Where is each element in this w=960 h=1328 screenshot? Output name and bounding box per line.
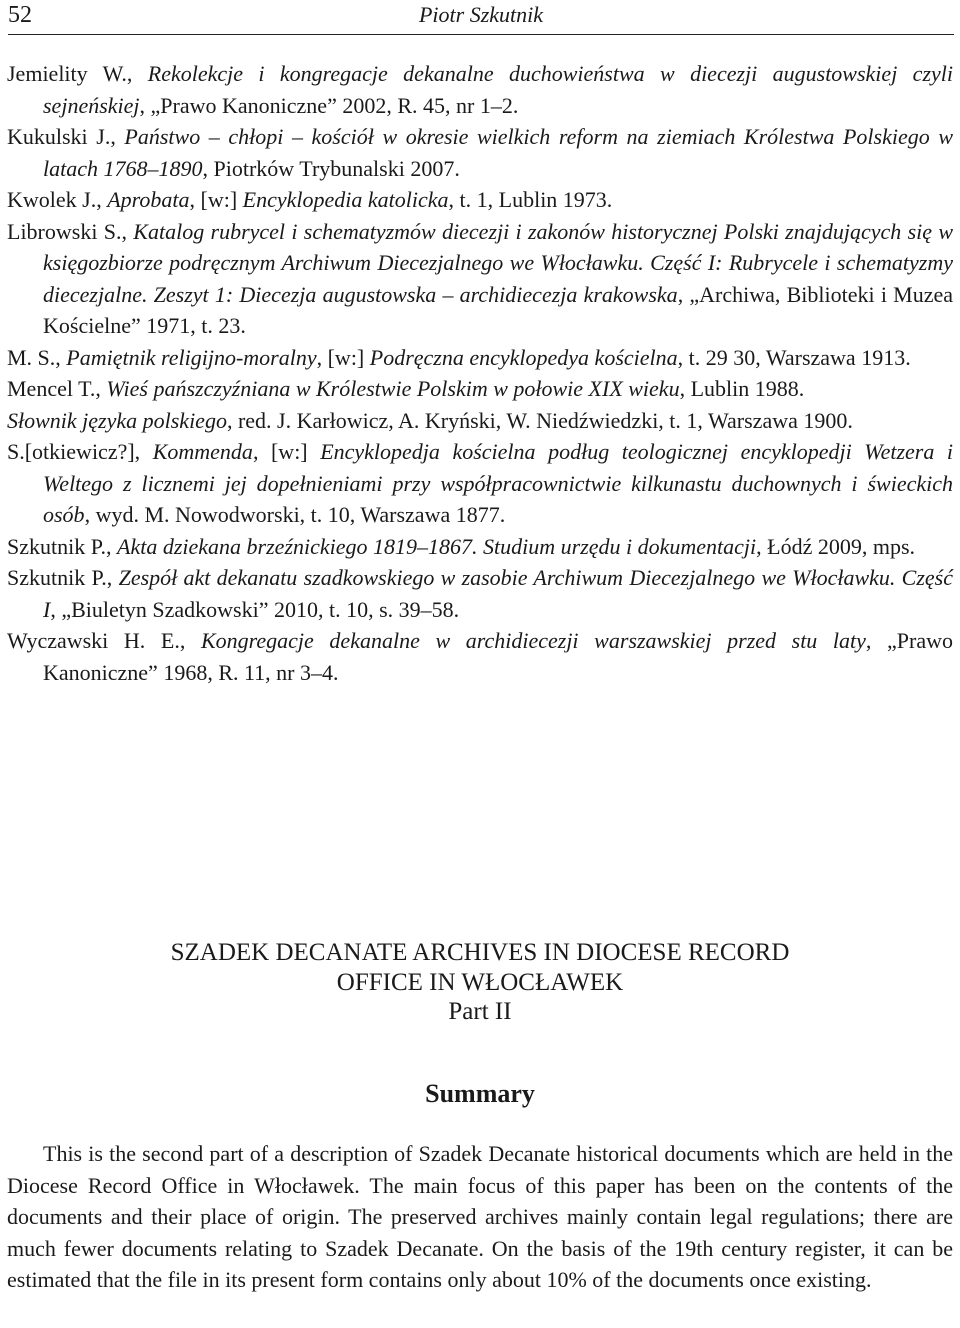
entry-title: Kongregacje dekanalne w archidiecezji warszawskiej przed stu laty — [200, 628, 866, 653]
entry-title: Pamiętnik religijno-moralny — [66, 344, 317, 370]
entry-title: Rekolekcje i kongregacje dekanalne duchowieństwa w diecezji augustowskiej czyli sejneńskiej — [43, 61, 953, 118]
bibliography-entry: Librowski S., Katalog rubrycel i schematyzmów diecezji i zakonów historycznej Polski znajdujących się w księgozbiorze podręcznym Archiwum Diecezjalnego we Włocławku. Część I: Rubrycele i schematyzmy diecezjalne. Zeszyt 1: Diecezja augustowska – archidiecezja krakowska, „Archiwa, Biblioteki i Muzea Kościelne” 1971, t. 23. — [7, 218, 953, 338]
title-line: OFFICE IN WŁOCŁAWEK — [336, 968, 624, 996]
entry-source-title: Encyklopedia katolicka — [242, 187, 449, 212]
page-number: 52 — [8, 2, 32, 28]
entry-source-title: Podręczna encyklopedya kościelna — [369, 344, 678, 370]
running-head-author: Piotr Szkutnik — [418, 2, 544, 27]
bibliography-entry: Szkutnik P., Akta dziekana brzeźnickiego 1819–1867. Studium urzędu i dokumentacji, Łódź 2009, mps. — [7, 533, 916, 559]
bibliography-entry: Wyczawski H. E., Kongregacje dekanalne w archidiecezji warszawskiej przed stu laty, „Prawo Kanoniczne” 1968, R. 11, nr 3–4. — [7, 628, 954, 685]
entry-title: Słownik języka polskiego — [7, 407, 227, 433]
entry-title: Akta dziekana brzeźnickiego 1819–1867. Studium urzędu i dokumentacji — [117, 533, 757, 559]
entry-title: Kommenda — [152, 439, 253, 464]
english-article-title — [0, 938, 960, 1027]
bibliography-entry: Szkutnik P., Zespół akt dekanatu szadkowskiego w zasobie Archiwum Diecezjalnego we Włocławku. Część I, „Biuletyn Szadkowski” 2010, t. 10, s. 39–58. — [7, 565, 954, 622]
title-part: Part II — [448, 998, 512, 1025]
bibliography-entry: Słownik języka polskiego, red. J. Karłowicz, A. Kryński, W. Niedźwiedzki, t. 1, Warszawa 1900. — [7, 407, 853, 433]
bibliography-list — [7, 58, 953, 688]
bibliography-entry: Jemielity W., Rekolekcje i kongregacje dekanalne duchowieństwa w diecezji augustowskiej czyli sejneńskiej, „Prawo Kanoniczne” 2002, R. 45, nr 1–2. — [7, 61, 953, 118]
page-header — [8, 0, 954, 35]
entry-source-title: Encyklopedja kościelna podług teologicznej encyklopedji Wetzera i Weltego z licznemi jej dopełnieniami przy współpracownictwie kilkunastu duchownych i świeckich osób — [43, 439, 954, 527]
entry-title: Państwo – chłopi – kościół w okresie wielkich reform na ziemiach Królestwa Polskiego w latach 1768–1890 — [43, 124, 953, 181]
title-line: SZADEK DECANATE ARCHIVES IN DIOCESE RECORD — [170, 939, 790, 966]
entry-title: Aprobata — [107, 187, 190, 212]
summary-heading: Summary — [425, 1079, 535, 1108]
bibliography-entry: M. S., Pamiętnik religijno-moralny, [w:] Podręczna encyklopedya kościelna, t. 29 30, Warszawa 1913. — [7, 344, 911, 370]
entry-title: Katalog rubrycel i schematyzmów diecezji i zakonów historycznej Polski znajdujących się w księgozbiorze podręcznym Archiwum Diecezjalnego we Włocławku. Część I: Rubrycele i schematyzmy diecezjalne. Zeszyt 1: Diecezja augustowska – archidiecezja krakowska — [43, 218, 953, 307]
bibliography-entry: Kukulski J., Państwo – chłopi – kościół w okresie wielkich reform na ziemiach Królestwa Polskiego w latach 1768–1890, Piotrków Trybunalski 2007. — [7, 124, 953, 181]
bibliography-entry: Mencel T., Wieś pańszczyźniana w Królestwie Polskim w połowie XIX wieku, Lublin 1988. — [7, 376, 805, 401]
bibliography-entry: Kwolek J., Aprobata, [w:] Encyklopedia katolicka, t. 1, Lublin 1973. — [7, 187, 613, 212]
bibliography-entry: S.[otkiewicz?], Kommenda, [w:] Encyklopedja kościelna podług teologicznej encyklopedji Wetzera i Weltego z licznemi jej dopełnieniami przy współpracownictwie kilkunastu duchownych i świeckich osób, wyd. M. Nowodworski, t. 10, Warszawa 1877. — [7, 439, 954, 527]
entry-title: Zespół akt dekanatu szadkowskiego w zasobie Archiwum Diecezjalnego we Włocławku. Część I — [43, 565, 954, 622]
entry-title: Wieś pańszczyźniana w Królestwie Polskim w połowie XIX wieku — [106, 376, 680, 401]
summary-paragraph: This is the second part of a description of Szadek Decanate historical documents which are held in the Diocese Record Office in Włocławek. The main focus of this paper has been on the contents of the documents and their place of origin. The preserved archives mainly contain legal regulations; there are much fewer documents relating to Szadek Decanate. On the basis of the 19th century register, it can be estimated that the file in its present form contains only about 10% of the documents once existing. — [7, 1141, 953, 1292]
